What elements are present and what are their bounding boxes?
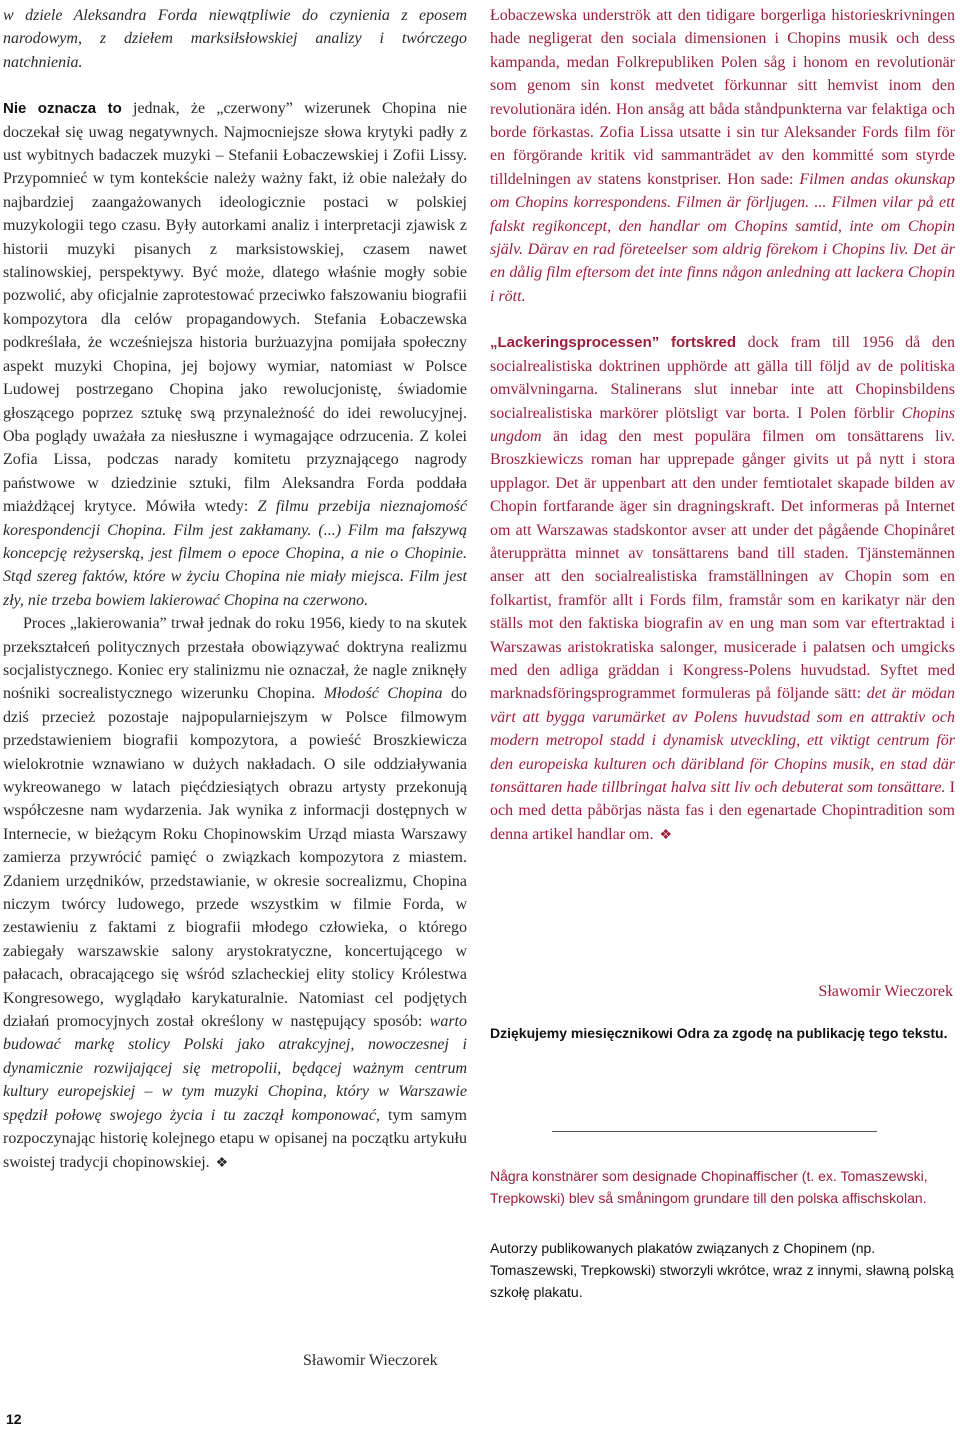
paragraph-criticism-sv — [490, 4, 955, 308]
paragraph-lead-in: „Lackeringsprocessen” fortskred — [490, 334, 737, 352]
left-column — [3, 4, 467, 1175]
paragraph-body: I och med detta påbörjas nästa fas i den egenartade Chopintradition som denna artikel handlar om. — [490, 779, 956, 843]
intro-quote-continuation — [3, 4, 467, 74]
paragraph-body: dock fram till 1956 då den socialrealistiska doktrinen upphörde att gälla till följd av de politiska omvälvningarna. Stalinerans slut innebar inte att Chopinsbildens socialrealistiska markörer plötsligt var borta. I Polen förblir — [490, 334, 955, 422]
promotion-quote-sv: det är mödan värt att bygga varumärket av Polens huvudstad som en attraktiv och modern metropol stadd i dynamisk utveckling, ett viktigt centrum för den europeiska kulturen och däribland för Chopins musik, en stad där tonsättaren hade tillbringat halva sitt liv och debuterat som tonsättare. — [490, 685, 956, 796]
footnote-polish: Autorzy publikowanych plakatów związanych z Chopinem (np. Tomaszewski, Trepkowski) stworzyli wkrótce, wraz z innymi, sławną polską szkołę plakatu. — [490, 1240, 954, 1300]
paragraph-body: Proces „lakierowania” trwał jednak do roku 1956, kiedy to na skutek przekształceń politycznych przestała obowiązywać doktryna realizmu socjalistycznego. Koniec ery stalinizmu nie oznaczał, że nagle zniknęły nośniki socrealistycznego wizerunku Chopina. — [3, 615, 467, 703]
end-mark-icon: ❖ — [659, 827, 673, 843]
promotion-quote: warto budować markę stolicy Polski jako atrakcyjnej, nowoczesnej i dynamicznie rozwijającej się metropolii, będącej ważnym centrum kultury europejskiej – w tym muzyki Chopina, który w Warszawie spędził połowę swojego życia i tu zaczął komponować, — [3, 1013, 467, 1124]
paragraph-body: tym samym rozpoczynając historię kolejnego etapu w opisanej na początku artykułu swoistej tradycji chopinowskiej. — [3, 1106, 467, 1171]
acknowledgement: Dziękujemy miesięcznikowi Odra za zgodę na publikację tego tekstu. — [490, 1025, 948, 1041]
paragraph-body: än idag den mest populära filmen om tonsättarens liv. Broszkiewiczs roman har upprepade gånger givits ut på nytt i stora upplagor. Det är uppenbart att den under femtiotalet skapade bilden av Chopin fortfarande äger sin dragningskraft. Det informeras på Internet om att Warszawas stadskontor avser att under det pågående Chopinåret återupprätta minnet av tonsättarens band till staden. Tjänstemännen anser att den socialrealistiska framställningen av Chopin som en folkartist, framför allt i Fords film, framstår som en karikatyr när den ställs mot den faktiska biografin av en ung man som var eftertraktad i Warszawas aristokratiska salonger, musicerade i palatsen och umgicks med den adliga gräddan i Kongress-Polens huvudstad. Syftet med marknadsföringsprogrammet formuleras på följande sätt: — [490, 427, 955, 703]
film-title: Chopins ungdom — [490, 404, 955, 445]
left-signature: Sławomir Wieczorek — [303, 1352, 438, 1369]
footnote-swedish: Några konstnärer som designade Chopinaffischer (t. ex. Tomaszewski, Trepkowski) blev så småningom grundare till den polska affischskolan. — [490, 1168, 928, 1206]
film-title: Młodość Chopina — [323, 685, 443, 703]
paragraph-lead-in: Nie oznacza to — [3, 100, 122, 118]
right-signature: Sławomir Wieczorek — [818, 983, 953, 1000]
lissa-quote-sv: Filmen andas okunskap om Chopins korrespondens. Filmen är förljugen. ... Filmen vilar på ett falskt regikoncept, den handlar om Chopins samtid, inte om Chopin själv. Därav en rad företeelser som aldrig förekom i Chopins liv. Det är en dålig film eftersom det inte finns någon anledning att lackera Chopin i rött. — [490, 170, 955, 305]
end-mark-icon: ❖ — [215, 1155, 229, 1171]
paragraph-criticism — [3, 97, 467, 612]
paragraph-body: jednak, że „czerwony” wizerunek Chopina nie doczekał się uwag negatywnych. Najmocniejsze słowa krytyki padły z ust wybitnych badaczek muzyki – Stefanii Łobaczewskiej i Zofii Lissy. Przypomnieć w tym kontekście należy ważny fakt, iż obie należały do najbardziej zaangażowanych ideologicznie postaci w polskiej muzykologii tego czasu. Były autorkami analiz i interpretacji zjawisk z historii muzyki pisanych z marksistowskiej, czasem nawet stalinowskiej, perspektywy. Być może, dlatego właśnie mogły sobie pozwolić, aby oficjalnie zaprotestować przeciwko fałszowaniu biografii kompozytora dla celów propagandowych. Stefania Łobaczewska podkreślała, że wcześniejsza historia burżuazyjna pomijała społeczny aspekt muzyki Chopina, jej bojowy wymiar, natomiast w Polsce Ludowej postrzegano Chopina jako rewolucjonistę, świadomie głoszącego poprzez sztukę swą przynależność do idei rewolucyjnej. Oba poglądy uważała za niesłuszne i wymagające odrzucenia. Z kolei Zofia Lissa, podczas narady komitetu przyznającego nagrody państwowe w dziedzinie sztuki, film Aleksandra Forda poddała miażdżącej krytyce. Mówiła wtedy: — [3, 100, 468, 516]
page-number: 12 — [6, 1411, 22, 1427]
right-column — [490, 4, 955, 847]
footnote-divider — [552, 1131, 877, 1132]
intro-quote: w dziele Aleksandra Forda niewątpliwie do czynienia z eposem narodowym, z dziełem marksiłsłowskiej analizy i twórczego natchnienia. — [3, 7, 467, 71]
lissa-quote: Z filmu przebija nieznajomość korespondencji Chopina. Film jest zakłamany. (...) Film ma fałszywą koncepcję reżyserską, jest filmem o epoce Chopina, a nie o Chopinie. Stąd szereg faktów, które w życiu Chopina nie miały miejsca. Film jest zły, nie trzeba bowiem lakierować Chopina na czerwono. — [3, 498, 467, 609]
paragraph-lacquering — [3, 612, 467, 1175]
paragraph-body: do dziś przecież pozostaje najpopularniejszym w Polsce filmowym przedstawieniem biografii kompozytora, a powieść Broszkiewicza wielokrotnie wznawiano w dużych nakładach. O sile oddziaływania wykreowanego w latach pięćdziesiątych obrazu artysty przekonują współczesne nam wydarzenia. Jak wynika z informacji dostępnych w Internecie, w bieżącym Roku Chopinowskim Urząd miasta Warszawy zamierza przywrócić pamięć o związkach kompozytora z miastem. Zdaniem urzędników, przedstawianie, w okresie socrealizmu, Chopina niczym twórcy ludowego, przede wszystkim w filmie Forda, w zestawieniu z faktami z biografii młodego człowieka, o którego zabiegały warszawskie salony arystokratyczne, koncertującego w pałacach, obracającego się wśród szlacheckiej elity stolicy Królestwa Kongresowego, wyglądało karykaturalnie. Natomiast cel podjętych działań promocyjnych został określony w następujący sposób: — [3, 685, 467, 1031]
paragraph-body: Łobaczewska underströk att den tidigare borgerliga historieskrivningen hade negligerat den sociala dimensionen i Chopins musik och dess kampanda, medan Folkrepubliken Polen såg i honom en revolutionär som genom sin konst medvetet förkunnar sitt hemvist inom den revolutionära idén. Hon ansåg att båda ståndpunkterna var felaktiga och borde förkastas. Zofia Lissa utsatte i sin tur Aleksander Fords film för en förgörande kritik vid sammanträdet av den kommitté som styrde tilldelningen av statens konstpriser. Hon sade: — [490, 7, 955, 188]
paragraph-lacquering-sv — [490, 331, 955, 847]
